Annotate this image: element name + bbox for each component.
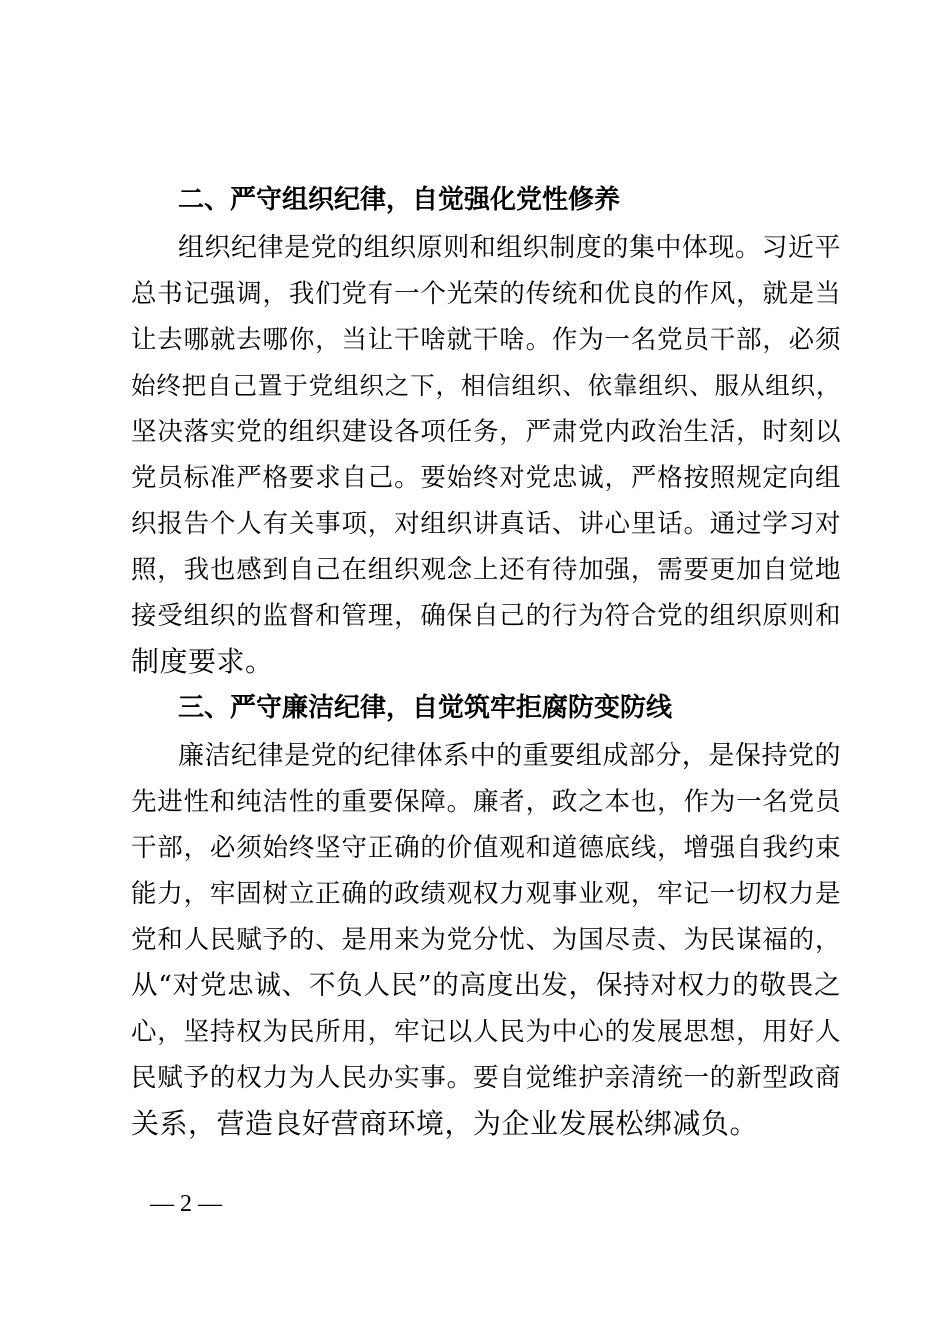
paragraph-line: 党和人民赋予的、是用来为党分忧、为国尽责、为民谋福的，	[131, 925, 841, 955]
paragraph-line: 民赋予的权力为人民办实事。要自觉维护亲清统一的新型政商	[131, 1063, 841, 1093]
paragraph-line: 组织纪律是党的组织原则和组织制度的集中体现。习近平	[178, 233, 841, 263]
paragraph-line: 坚决落实党的组织建设各项任务，严肃党内政治生活，时刻以	[131, 417, 841, 447]
paragraph-line: 让去哪就去哪你，当让干啥就干啥。作为一名党员干部，必须	[131, 325, 841, 355]
paragraph-line: 党员标准严格要求自己。要始终对党忠诚，严格按照规定向组	[131, 463, 841, 493]
paragraph-line: 总书记强调，我们党有一个光荣的传统和优良的作风，就是当	[131, 279, 841, 309]
paragraph-line: 心，坚持权为民所用，牢记以人民为中心的发展思想，用好人	[131, 1017, 841, 1047]
paragraph-line: 照，我也感到自己在组织观念上还有待加强，需要更加自觉地	[131, 555, 841, 585]
section-heading: 二、严守组织纪律，自觉强化党性修养	[178, 185, 621, 215]
paragraph-line: 关系，营造良好营商环境，为企业发展松绑减负。	[131, 1107, 759, 1140]
paragraph-line: 先进性和纯洁性的重要保障。廉者，政之本也，作为一名党员	[131, 787, 841, 817]
paragraph-line: 从“对党忠诚、不负人民”的高度出发，保持对权力的敬畏之	[131, 970, 841, 1001]
page-number: — 2 —	[150, 1191, 222, 1217]
section-heading: 三、严守廉洁纪律，自觉筑牢拒腐防变防线	[178, 693, 673, 723]
paragraph-line: 能力，牢固树立正确的政绩观权力观事业观，牢记一切权力是	[131, 879, 841, 909]
paragraph-line: 接受组织的监督和管理，确保自己的行为符合党的组织原则和	[131, 601, 841, 631]
paragraph-line: 廉洁纪律是党的纪律体系中的重要组成部分，是保持党的	[178, 741, 841, 771]
paragraph-line: 干部，必须始终坚守正确的价值观和道德底线，增强自我约束	[131, 833, 841, 863]
paragraph-line: 始终把自己置于党组织之下，相信组织、依靠组织、服从组织，	[131, 371, 841, 400]
paragraph-line: 制度要求。	[131, 645, 274, 678]
paragraph-line: 织报告个人有关事项，对组织讲真话、讲心里话。通过学习对	[131, 509, 841, 539]
